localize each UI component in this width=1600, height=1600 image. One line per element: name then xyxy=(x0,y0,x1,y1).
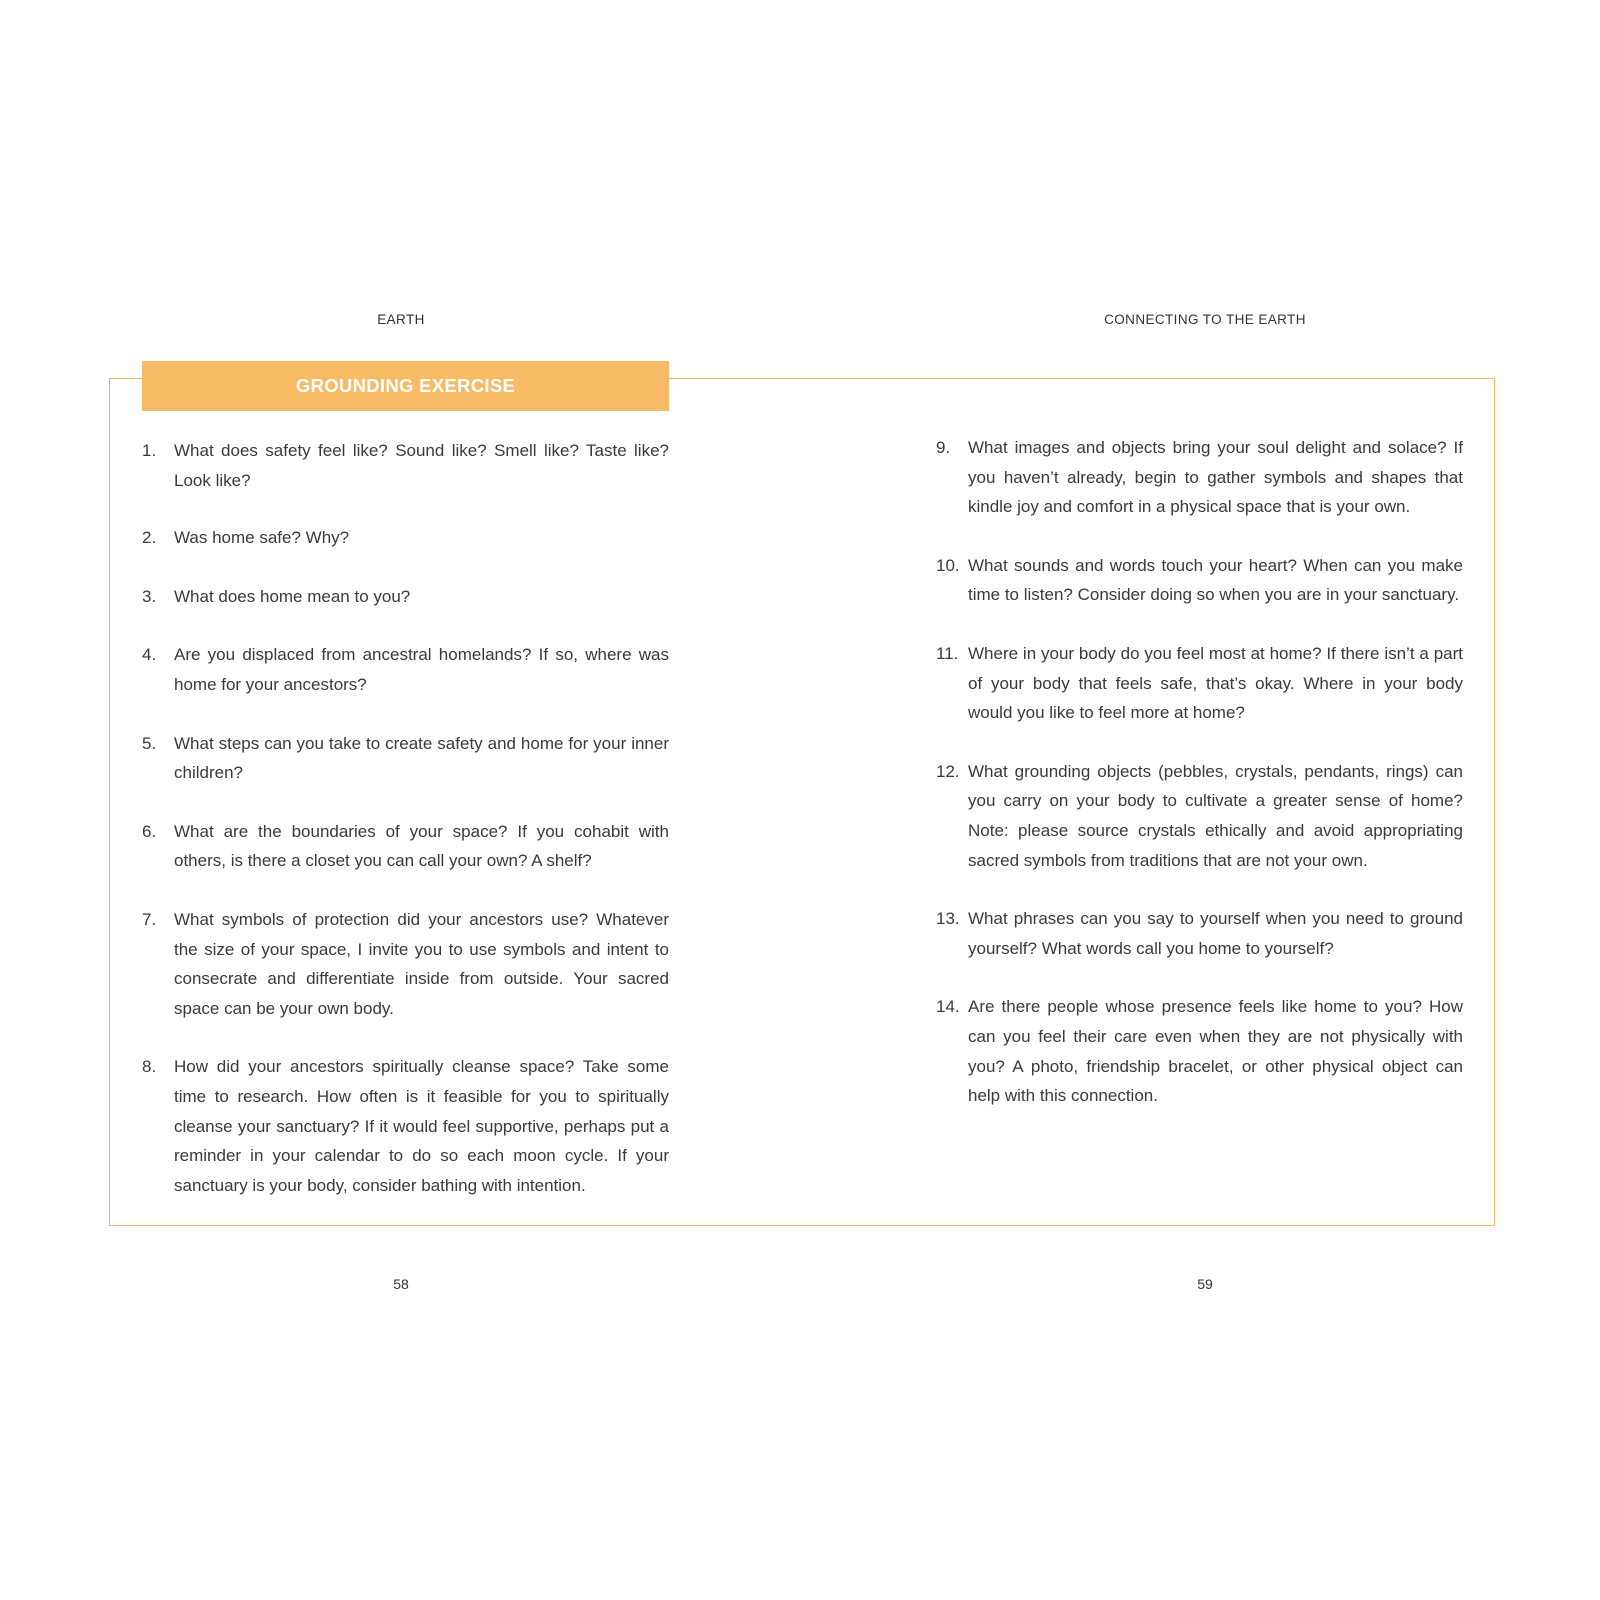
question-text: How did your ancestors spiritually cleanse space? Take some time to research. How often is it feasible for you to spiritually cleanse your sanctuary? If it would feel supportive, perhaps put a reminder in your calendar to do so each moon cycle. If your sanctuary is your body, consider bathing with intention. xyxy=(174,1057,669,1195)
section-banner xyxy=(142,361,669,411)
section-title: GROUNDING EXERCISE xyxy=(295,375,516,396)
left-question-column xyxy=(142,436,669,1200)
question-number: 2. xyxy=(142,528,157,548)
question-text: What images and objects bring your soul delight and solace? If you haven’t already, begin to gather symbols and shapes that kindle joy and comfort in a physical space that is your own. xyxy=(968,438,1463,517)
question-number: 5. xyxy=(142,733,157,753)
question-number: 10. xyxy=(936,555,960,575)
question-text: What steps can you take to create safety and home for your inner children? xyxy=(174,733,669,783)
question-text: Was home safe? Why? xyxy=(174,528,350,548)
left-page-number: 58 xyxy=(393,1276,409,1292)
question-number: 3. xyxy=(142,586,157,606)
question-item xyxy=(142,817,669,876)
question-number: 8. xyxy=(142,1057,157,1077)
question-item xyxy=(142,640,669,699)
question-number: 13. xyxy=(936,909,960,929)
question-text: What does home mean to you? xyxy=(174,586,411,606)
right-page-number: 59 xyxy=(1197,1276,1213,1292)
question-item xyxy=(936,551,1463,610)
question-number: 1. xyxy=(142,441,157,460)
question-number: 9. xyxy=(936,438,951,457)
question-item xyxy=(936,904,1463,963)
question-text: What symbols of protection did your ancestors use? Whatever the size of your space, I invite you to use symbols and intent to consecrate and differentiate inside from outside. Your sacred space can be your own body. xyxy=(174,909,669,1018)
question-item xyxy=(142,436,669,495)
question-item xyxy=(936,639,1463,728)
question-item xyxy=(142,1052,669,1200)
question-text: Are there people whose presence feels like home to you? How can you feel their care even when they are not physically with you? A photo, friendship bracelet, or other physical object can help with this connection. xyxy=(968,997,1463,1106)
question-number: 4. xyxy=(142,645,157,665)
question-text: What sounds and words touch your heart? When can you make time to listen? Consider doing so when you are in your sanctuary. xyxy=(968,555,1463,605)
question-number: 7. xyxy=(142,909,157,929)
question-item xyxy=(142,905,669,1023)
question-text: What are the boundaries of your space? If you cohabit with others, is there a closet you can call your own? A shelf? xyxy=(174,821,669,871)
question-item xyxy=(936,757,1463,875)
question-item xyxy=(142,582,669,612)
question-number: 6. xyxy=(142,821,157,841)
question-item xyxy=(936,992,1463,1110)
left-running-head: EARTH xyxy=(377,312,425,327)
right-running-head: CONNECTING TO THE EARTH xyxy=(1104,312,1306,327)
right-question-column xyxy=(936,433,1463,1111)
question-item xyxy=(142,523,669,553)
question-item xyxy=(936,433,1463,522)
question-text: What grounding objects (pebbles, crystals, pendants, rings) can you carry on your body to cultivate a greater sense of home? Note: please source crystals ethically and avoid appropriating sacred symbols from traditions that are not your own. xyxy=(968,761,1463,870)
question-number: 14. xyxy=(936,997,960,1017)
question-text: Are you displaced from ancestral homelands? If so, where was home for your ancestors? xyxy=(174,645,669,694)
question-item xyxy=(142,729,669,788)
question-text: What phrases can you say to yourself when you need to ground yourself? What words call you home to yourself? xyxy=(968,909,1463,958)
question-text: Where in your body do you feel most at home? If there isn’t a part of your body that feels safe, that’s okay. Where in your body would you like to feel more at home? xyxy=(968,643,1463,723)
question-text: What does safety feel like? Sound like? Smell like? Taste like? Look like? xyxy=(174,441,669,490)
question-number: 11. xyxy=(936,643,959,663)
question-number: 12. xyxy=(936,761,960,781)
